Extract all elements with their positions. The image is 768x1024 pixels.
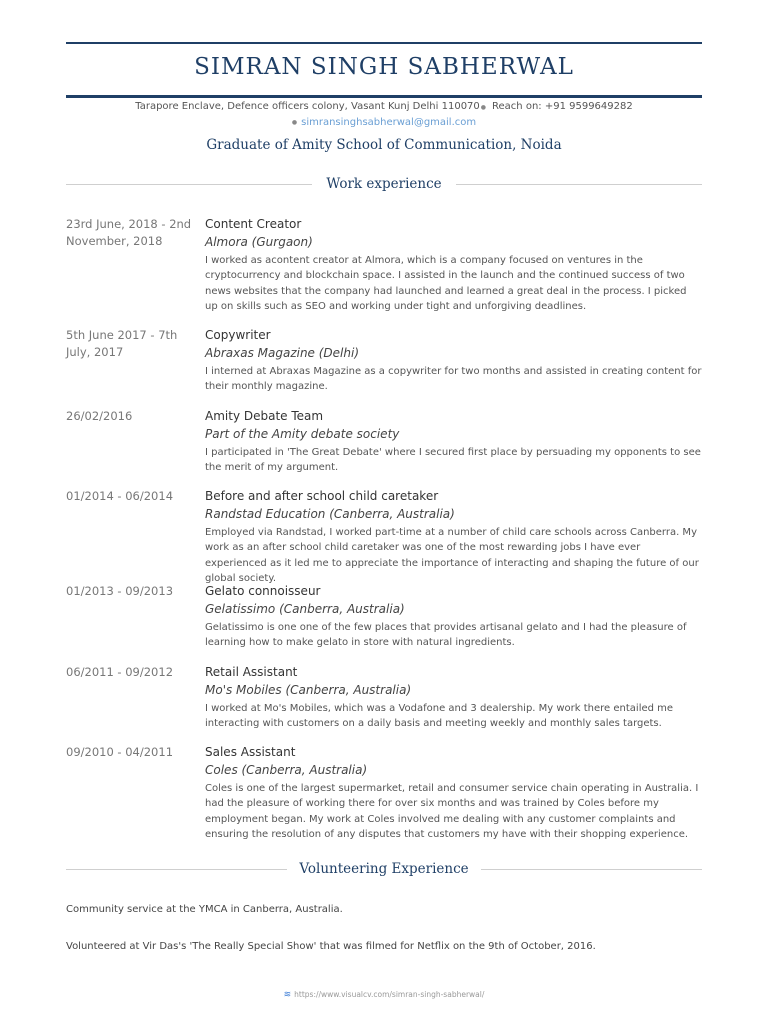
divider: [66, 869, 287, 870]
entry-company: Mo's Mobiles (Canberra, Australia): [205, 683, 412, 697]
email-link[interactable]: simransinghsabherwal@gmail.com: [301, 117, 477, 128]
phone-text: Reach on: +91 9599649282: [492, 101, 633, 112]
entry-company: Abraxas Magazine (Delhi): [205, 346, 360, 360]
entry-description: Gelatissimo is one one of the few places that provides artisanal gelato and I had the pleasure of learning how to make gelato in store with natural ingredients.: [205, 622, 687, 649]
entry-body: [205, 664, 702, 732]
entry-company: Randstad Education (Canberra, Australia): [205, 507, 455, 521]
divider: [481, 869, 702, 870]
entry-description: Coles is one of the largest supermarket, retail and consumer service chain operating in Australia. I had the pleasure of working there for over six months and was trained by Coles before my employment began. My work at Coles involved me dealing with any customer complaints and ensuring the resolution of any disputes that customers my have with their shopping experience.: [205, 783, 699, 840]
entry-role: Amity Debate Team: [205, 409, 324, 423]
entry-date: 06/2011 - 09/2012: [66, 665, 174, 679]
entry-body: [205, 488, 702, 586]
entry-description: I participated in 'The Great Debate' where I secured first place by persuading my opponents to see the merit of my argument.: [205, 447, 701, 474]
entry-body: [205, 744, 702, 842]
entry-role: Retail Assistant: [205, 665, 298, 679]
entry-role: Gelato connoisseur: [205, 584, 321, 598]
divider: [66, 184, 312, 185]
entry-description: Employed via Randstad, I worked part-time at a number of child care schools across Canberra. My work as an after school child caretaker was one of the most rewarding jobs I have ever experienced as it led me to appreciate the importance of interacting and shaping the future of our global society.: [205, 527, 699, 584]
entry-role: Before and after school child caretaker: [205, 489, 439, 503]
headline: Graduate of Amity School of Communication, Noida: [206, 137, 562, 153]
address-text: Tarapore Enclave, Defence officers colony, Vasant Kunj Delhi 110070: [135, 101, 480, 112]
entry-role: Copywriter: [205, 328, 271, 342]
divider: [456, 184, 702, 185]
entry-date: 26/02/2016: [66, 409, 133, 423]
entry-date: 5th June 2017 - 7th July, 2017: [66, 328, 178, 359]
separator-dot-icon: ●: [291, 118, 298, 126]
entry-role: Content Creator: [205, 217, 302, 231]
section-title: Work experience: [326, 176, 442, 192]
entry-company: Part of the Amity debate society: [205, 427, 400, 441]
entry-date: 23rd June, 2018 - 2nd November, 2018: [66, 217, 192, 248]
entry-date: 09/2010 - 04/2011: [66, 745, 174, 759]
candidate-name: SIMRAN SINGH SABHERWAL: [194, 54, 574, 80]
separator-dot-icon: ●: [480, 104, 487, 111]
volunteer-item: Volunteered at Vir Das's 'The Really Special Show' that was filmed for Netflix on the 9th of October, 2016.: [66, 941, 596, 952]
entry-body: [205, 583, 702, 651]
entry-role: Sales Assistant: [205, 745, 296, 759]
top-rule: [66, 42, 702, 44]
email-line: [0, 117, 768, 128]
section-title: Volunteering Experience: [299, 861, 469, 877]
footer: [0, 990, 768, 1000]
contact-line: [0, 101, 768, 112]
entry-body: [205, 216, 702, 314]
work-experience-heading: [66, 174, 702, 194]
entry-company: Gelatissimo (Canberra, Australia): [205, 602, 405, 616]
volunteer-item: Community service at the YMCA in Canberra, Australia.: [66, 904, 343, 915]
wifi-icon: ≋: [283, 990, 292, 1000]
entry-company: Almora (Gurgaon): [205, 235, 313, 249]
entry-description: I worked as acontent creator at Almora, which is a company focused on ventures in the cryptocurrency and blockchain space. I assisted in the launch and the continued success of two news websites that the company had launched and learned a great deal in the process. I picked up on skills such as SEO and working under tight and unforgiving deadlines.: [205, 255, 687, 312]
footer-url-link[interactable]: https://www.visualcv.com/simran-singh-sabherwal/: [294, 990, 485, 999]
entry-body: [205, 408, 702, 476]
entry-body: [205, 327, 702, 395]
entry-description: I worked at Mo's Mobiles, which was a Vodafone and 3 dealership. My work there entailed me interacting with customers on a daily basis and meeting weekly and monthly sales targets.: [205, 703, 674, 730]
name-underline: [66, 95, 702, 98]
volunteering-heading: [66, 859, 702, 879]
entry-description: I interned at Abraxas Magazine as a copywriter for two months and assisted in creating content for their monthly magazine.: [205, 366, 702, 393]
entry-company: Coles (Canberra, Australia): [205, 763, 368, 777]
entry-date: 01/2013 - 09/2013: [66, 584, 174, 598]
entry-date: 01/2014 - 06/2014: [66, 489, 174, 503]
